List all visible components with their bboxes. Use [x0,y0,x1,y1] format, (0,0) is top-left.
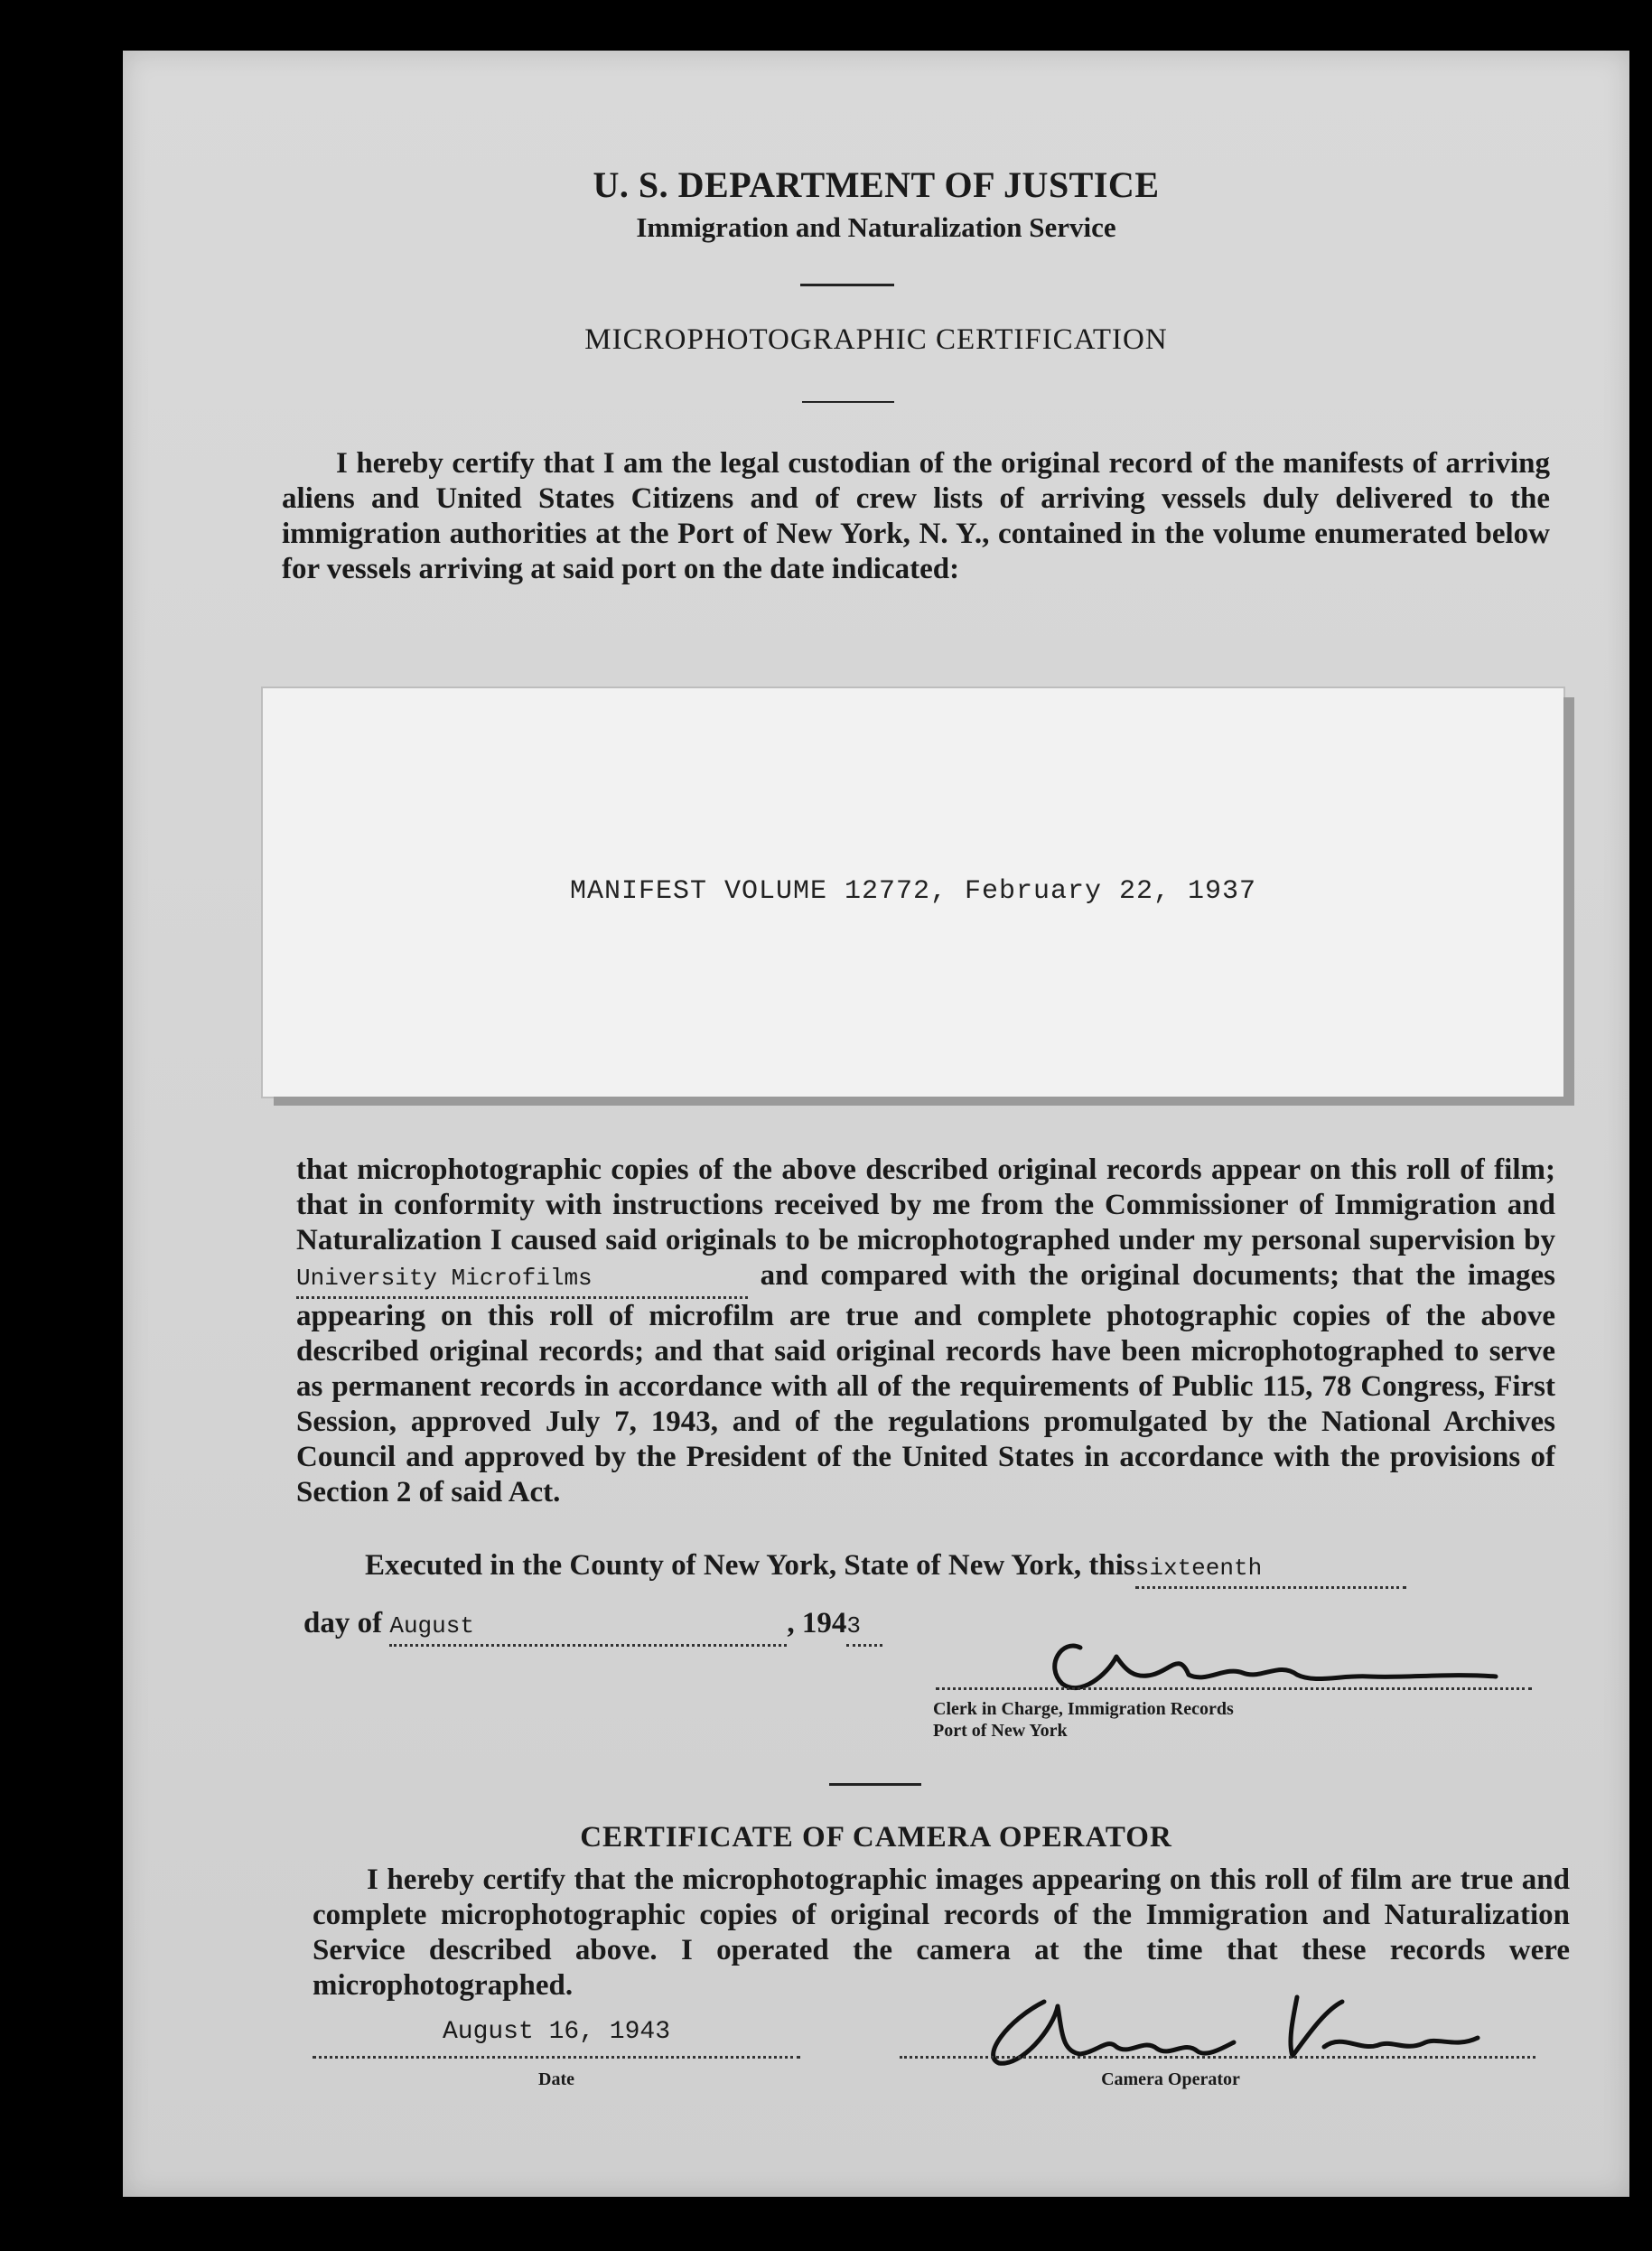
supervisor-value: University Microfilms [296,1265,593,1292]
month-field [389,1606,787,1647]
execution-day-value: sixteenth [1134,1555,1263,1582]
camera-operator-label: Camera Operator [1101,2069,1240,2089]
clerk-title-line2: Port of New York [933,1721,1068,1741]
manifest-volume-text: MANIFEST VOLUME 12772, February 22, 1937 [569,876,1257,907]
clerk-title [933,1698,1475,1742]
year-digit-value: 3 [846,1612,861,1639]
camera-operator-line [900,2056,1535,2059]
date-line [313,2056,800,2059]
execution-day-field [1135,1548,1406,1589]
year-prefix: , 194 [787,1607,847,1639]
date-field [313,2018,800,2046]
service-subheading: Immigration and Naturalization Service [636,211,1116,243]
supervisor-field [296,1258,748,1299]
date-value: August 16, 1943 [442,2018,671,2046]
date-label: Date [538,2069,574,2089]
body-text-part1: that microphotographic copies of the above described original records appear on this roll of film; that in conformity with instructions received by me from the Commissioner of Immigration and Naturalization I caused said originals to be microphotographed under my personal supervision by [296,1154,1555,1256]
day-of-line [303,1606,1026,1647]
certificate-page [123,51,1629,2197]
clerk-title-line1: Clerk in Charge, Immigration Records [933,1699,1234,1719]
certification-title: MICROPHOTOGRAPHIC CERTIFICATION [584,323,1168,356]
day-of-label: day of [303,1607,383,1639]
camera-operator-signature [936,1984,1496,2074]
divider [802,401,894,403]
divider [829,1783,921,1786]
camera-paragraph: I hereby certify that the microphotographic images appearing on this roll of film are true and complete microphotographic copies of original records of the Immigration and Naturalization Service described above. I operated the camera at the time that these records were microphotographed. [313,1863,1570,2002]
department-heading: U. S. DEPARTMENT OF JUSTICE [593,164,1160,205]
year-digit-field [846,1606,882,1647]
month-value: August [389,1612,474,1639]
execution-line [365,1548,1575,1589]
execution-prefix: Executed in the County of New York, State of New York, this [365,1549,1135,1582]
intro-paragraph: I hereby certify that I am the legal custodian of the original record of the manifests of arriving aliens and United States Citizens and of crew lists of arriving vessels duly delivered to the immigration authorities at the Port of New York, N. Y., contained in the volume enumerated below for vessels arriving at said port on the date indicated: [282,447,1550,585]
body-paragraph [296,1153,1555,1510]
manifest-insert-slip [263,688,1563,1097]
divider [800,284,894,286]
camera-heading: CERTIFICATE OF CAMERA OPERATOR [580,1821,1172,1854]
clerk-signature-line [936,1687,1532,1690]
body-text-part2: and compared with the original documents; that the images appearing on this roll of microfilm are true and complete photographic copies of the above described original records; and that said original records have been microphotographed to serve as permanent records in accordance with all of the requirements of Public 115, 78 Congress, First Session, approved July 7, 1943, and of the regulations promulgated by the National Archives Council and approved by the President of the United States in accordance with the provisions of Section 2 of said Act. [296,1259,1556,1508]
